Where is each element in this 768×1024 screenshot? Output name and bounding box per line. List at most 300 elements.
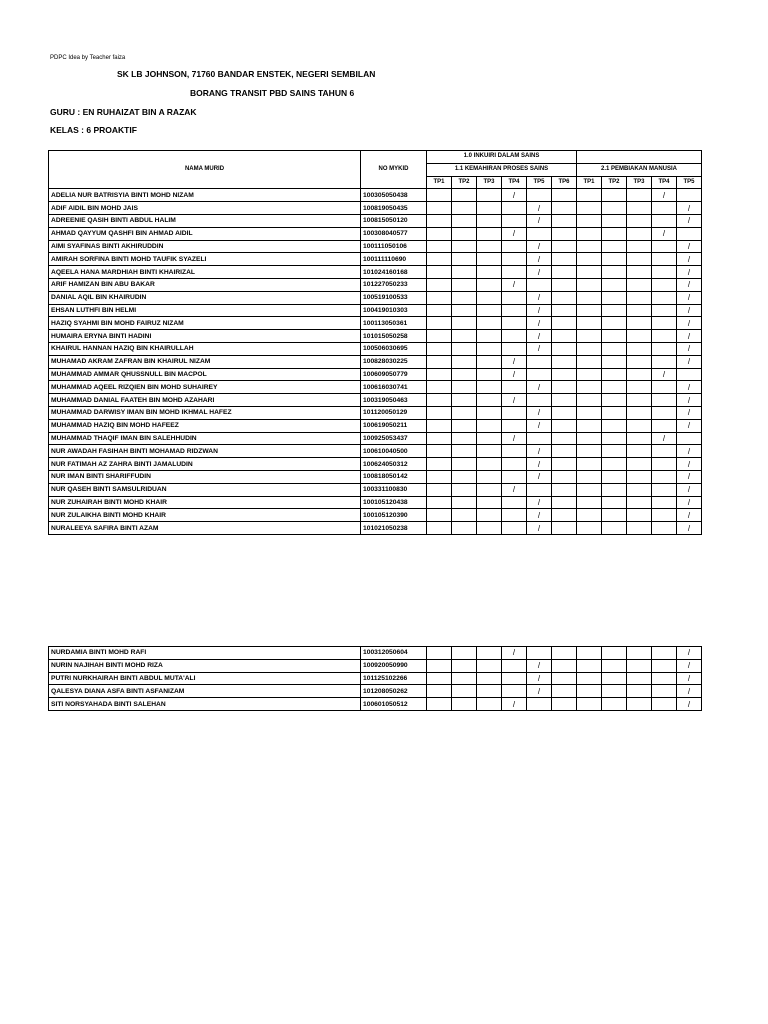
student-mykid: 100624050312 — [361, 458, 427, 471]
tp-cell-pembiakan — [577, 672, 602, 685]
tp-cell-kemahiran — [427, 342, 452, 355]
tp-cell-pembiakan: / — [677, 647, 702, 660]
table-row — [49, 330, 702, 343]
tp-cell-kemahiran — [427, 317, 452, 330]
tp-cell-pembiakan — [627, 227, 652, 240]
tp-cell-kemahiran — [477, 381, 502, 394]
table-row — [49, 483, 702, 496]
tp-cell-pembiakan — [627, 483, 652, 496]
tp-cell-pembiakan: / — [677, 240, 702, 253]
tp-cell-pembiakan — [627, 685, 652, 698]
tp-cell-kemahiran — [502, 304, 527, 317]
tp-cell-kemahiran — [552, 317, 577, 330]
tp-cell-pembiakan: / — [677, 253, 702, 266]
tp-cell-kemahiran — [452, 483, 477, 496]
tp-cell-kemahiran — [502, 458, 527, 471]
student-name: PUTRI NURKHAIRAH BINTI ABDUL MUTA'ALI — [49, 672, 361, 685]
tp-cell-pembiakan — [577, 685, 602, 698]
tp-cell-kemahiran — [477, 432, 502, 445]
tp-cell-pembiakan — [577, 330, 602, 343]
student-name: NUR ZUHAIRAH BINTI MOHD KHAIR — [49, 496, 361, 509]
student-mykid: 100519100533 — [361, 291, 427, 304]
student-name: MUHAMMAD AQEEL RIZQIEN BIN MOHD SUHAIREY — [49, 381, 361, 394]
student-name: AQEELA HANA MARDHIAH BINTI KHAIRIZAL — [49, 266, 361, 279]
tp-cell-kemahiran — [552, 304, 577, 317]
tp-cell-pembiakan: / — [677, 202, 702, 215]
student-name: NURIN NAJIHAH BINTI MOHD RIZA — [49, 659, 361, 672]
tp-cell-pembiakan — [652, 317, 677, 330]
student-mykid: 100616030741 — [361, 381, 427, 394]
header-tp-kemahiran: TP6 — [552, 176, 577, 189]
tp-cell-kemahiran — [427, 368, 452, 381]
header-tp-pembiakan: TP4 — [652, 176, 677, 189]
student-name: MUHAMMAD DANIAL FAATEH BIN MOHD AZAHARI — [49, 394, 361, 407]
tp-cell-kemahiran — [552, 394, 577, 407]
student-mykid: 100312050604 — [361, 647, 427, 660]
tp-cell-kemahiran: / — [527, 496, 552, 509]
tp-cell-kemahiran — [477, 483, 502, 496]
tp-cell-kemahiran — [502, 509, 527, 522]
tp-cell-pembiakan — [602, 672, 627, 685]
header-group-inkuiri: 1.0 INKUIRI DALAM SAINS — [427, 151, 577, 164]
tp-cell-pembiakan — [602, 647, 627, 660]
tp-cell-kemahiran: / — [502, 483, 527, 496]
tp-cell-kemahiran — [552, 330, 577, 343]
tp-cell-kemahiran — [502, 253, 527, 266]
tp-cell-pembiakan — [627, 330, 652, 343]
tp-cell-pembiakan: / — [677, 394, 702, 407]
tp-cell-kemahiran — [527, 355, 552, 368]
tp-cell-kemahiran — [552, 509, 577, 522]
student-mykid: 100609050779 — [361, 368, 427, 381]
tp-cell-pembiakan — [652, 304, 677, 317]
table-row — [49, 342, 702, 355]
student-mykid: 100601050512 — [361, 698, 427, 711]
tp-cell-pembiakan: / — [677, 496, 702, 509]
tp-cell-kemahiran — [502, 496, 527, 509]
tp-cell-pembiakan — [602, 698, 627, 711]
tp-cell-kemahiran — [452, 317, 477, 330]
tp-cell-kemahiran — [477, 458, 502, 471]
table-row — [49, 355, 702, 368]
tp-cell-pembiakan — [577, 342, 602, 355]
tp-cell-pembiakan: / — [677, 470, 702, 483]
tp-cell-kemahiran — [427, 189, 452, 202]
tp-cell-pembiakan — [602, 458, 627, 471]
tp-cell-kemahiran — [502, 419, 527, 432]
tp-cell-kemahiran — [502, 659, 527, 672]
table-row — [49, 496, 702, 509]
tp-cell-kemahiran: / — [527, 253, 552, 266]
tp-cell-kemahiran: / — [527, 509, 552, 522]
tp-cell-kemahiran: / — [527, 381, 552, 394]
tp-cell-pembiakan — [627, 496, 652, 509]
tp-cell-pembiakan — [602, 432, 627, 445]
student-mykid: 100111050106 — [361, 240, 427, 253]
tp-cell-pembiakan — [652, 394, 677, 407]
tp-cell-kemahiran — [502, 381, 527, 394]
tp-cell-pembiakan — [652, 342, 677, 355]
student-name: MUHAMMAD DARWISY IMAN BIN MOHD IKHMAL HAFEZ — [49, 406, 361, 419]
student-name: NUR FATIMAH AZ ZAHRA BINTI JAMALUDIN — [49, 458, 361, 471]
tp-cell-kemahiran — [452, 266, 477, 279]
tp-cell-pembiakan — [577, 304, 602, 317]
tp-cell-pembiakan — [602, 240, 627, 253]
tp-cell-kemahiran — [477, 685, 502, 698]
student-mykid: 100506030695 — [361, 342, 427, 355]
tp-cell-kemahiran — [527, 189, 552, 202]
tp-cell-kemahiran — [502, 342, 527, 355]
tp-cell-kemahiran: / — [527, 659, 552, 672]
tp-cell-kemahiran — [477, 291, 502, 304]
tp-cell-pembiakan — [627, 240, 652, 253]
tp-cell-kemahiran — [552, 647, 577, 660]
tp-cell-kemahiran — [427, 496, 452, 509]
tp-cell-kemahiran — [427, 291, 452, 304]
tp-cell-pembiakan — [627, 368, 652, 381]
tp-cell-pembiakan — [602, 278, 627, 291]
tp-cell-pembiakan — [602, 394, 627, 407]
header-group-empty — [577, 151, 702, 164]
tp-cell-kemahiran — [427, 406, 452, 419]
tp-cell-kemahiran — [427, 509, 452, 522]
tp-cell-kemahiran — [452, 227, 477, 240]
tp-cell-kemahiran — [452, 685, 477, 698]
tp-cell-kemahiran — [477, 445, 502, 458]
tp-cell-pembiakan — [602, 304, 627, 317]
table-row — [49, 189, 702, 202]
table-row — [49, 419, 702, 432]
student-name: NUR ZULAIKHA BINTI MOHD KHAIR — [49, 509, 361, 522]
tp-cell-pembiakan — [577, 240, 602, 253]
tp-cell-kemahiran: / — [502, 368, 527, 381]
student-name: NUR AWADAH FASIHAH BINTI MOHAMAD RIDZWAN — [49, 445, 361, 458]
tp-cell-pembiakan: / — [677, 381, 702, 394]
tp-cell-pembiakan — [627, 317, 652, 330]
tp-cell-pembiakan — [627, 355, 652, 368]
table-row — [49, 317, 702, 330]
tp-cell-kemahiran — [477, 317, 502, 330]
tp-cell-kemahiran — [452, 672, 477, 685]
tp-cell-pembiakan — [577, 496, 602, 509]
tp-cell-pembiakan — [652, 278, 677, 291]
table-row — [49, 266, 702, 279]
tp-cell-pembiakan — [652, 355, 677, 368]
tp-cell-pembiakan — [602, 253, 627, 266]
header-tp-kemahiran: TP4 — [502, 176, 527, 189]
student-name: MUHAMMAD AMMAR QHUSSNULL BIN MACPOL — [49, 368, 361, 381]
tp-cell-pembiakan — [602, 227, 627, 240]
tp-cell-pembiakan — [577, 368, 602, 381]
table-row — [49, 698, 702, 711]
student-name: MUHAMAD AKRAM ZAFRAN BIN KHAIRUL NIZAM — [49, 355, 361, 368]
tp-cell-kemahiran — [452, 470, 477, 483]
tp-cell-kemahiran — [527, 483, 552, 496]
tp-cell-kemahiran: / — [527, 317, 552, 330]
tp-cell-kemahiran: / — [502, 432, 527, 445]
tp-cell-kemahiran — [477, 304, 502, 317]
tp-cell-pembiakan — [602, 368, 627, 381]
table-row — [49, 240, 702, 253]
tp-cell-pembiakan: / — [677, 419, 702, 432]
tp-cell-pembiakan — [577, 509, 602, 522]
tp-cell-kemahiran — [452, 240, 477, 253]
tp-cell-pembiakan — [602, 496, 627, 509]
tp-cell-pembiakan: / — [677, 278, 702, 291]
tp-cell-kemahiran: / — [527, 672, 552, 685]
student-mykid: 100828030225 — [361, 355, 427, 368]
tp-cell-pembiakan — [577, 445, 602, 458]
tp-cell-kemahiran — [452, 355, 477, 368]
tp-cell-pembiakan: / — [677, 672, 702, 685]
tp-cell-pembiakan — [602, 419, 627, 432]
tp-cell-pembiakan — [652, 672, 677, 685]
tp-cell-pembiakan — [577, 483, 602, 496]
tp-cell-kemahiran — [477, 227, 502, 240]
student-mykid: 100419010303 — [361, 304, 427, 317]
tp-cell-pembiakan: / — [677, 522, 702, 535]
tp-cell-pembiakan: / — [652, 432, 677, 445]
tp-cell-pembiakan — [602, 355, 627, 368]
student-mykid: 100331100830 — [361, 483, 427, 496]
tp-cell-pembiakan — [652, 647, 677, 660]
tp-cell-kemahiran — [427, 522, 452, 535]
tp-cell-kemahiran — [427, 458, 452, 471]
tp-cell-pembiakan — [627, 698, 652, 711]
tp-cell-kemahiran — [477, 406, 502, 419]
tp-cell-kemahiran — [427, 266, 452, 279]
tp-cell-kemahiran — [527, 368, 552, 381]
tp-cell-kemahiran: / — [502, 698, 527, 711]
header-name: NAMA MURID — [49, 151, 361, 189]
tp-cell-pembiakan — [602, 509, 627, 522]
tp-cell-pembiakan — [652, 445, 677, 458]
table-row — [49, 406, 702, 419]
tp-cell-kemahiran — [477, 240, 502, 253]
table-row — [49, 509, 702, 522]
tp-cell-pembiakan — [577, 202, 602, 215]
student-name: NURDAMIA BINTI MOHD RAFI — [49, 647, 361, 660]
tp-cell-pembiakan — [677, 189, 702, 202]
header-mykid: NO MYKID — [361, 151, 427, 189]
tp-cell-pembiakan — [577, 659, 602, 672]
student-name: EHSAN LUTHFI BIN HELMI — [49, 304, 361, 317]
tp-cell-kemahiran — [477, 355, 502, 368]
tp-cell-kemahiran: / — [527, 214, 552, 227]
tp-cell-pembiakan: / — [677, 509, 702, 522]
tp-cell-kemahiran: / — [527, 419, 552, 432]
tp-cell-kemahiran — [452, 496, 477, 509]
tp-cell-pembiakan — [627, 445, 652, 458]
tp-cell-kemahiran — [427, 381, 452, 394]
tp-cell-kemahiran — [552, 432, 577, 445]
header-sub-kemahiran: 1.1 KEMAHIRAN PROSES SAINS — [427, 163, 577, 176]
tp-cell-pembiakan — [577, 355, 602, 368]
tp-cell-pembiakan — [627, 342, 652, 355]
tp-cell-kemahiran — [427, 470, 452, 483]
tp-cell-pembiakan — [652, 458, 677, 471]
class-line: KELAS : 6 PROAKTIF — [50, 125, 137, 135]
tp-cell-kemahiran — [502, 291, 527, 304]
tp-cell-pembiakan — [577, 189, 602, 202]
tp-cell-kemahiran — [427, 214, 452, 227]
tp-cell-kemahiran — [452, 419, 477, 432]
student-name: AIMI SYAFINAS BINTI AKHIRUDDIN — [49, 240, 361, 253]
tp-cell-kemahiran — [427, 253, 452, 266]
student-name: MUHAMMAD HAZIQ BIN MOHD HAFEEZ — [49, 419, 361, 432]
tp-cell-pembiakan: / — [677, 458, 702, 471]
tp-cell-kemahiran — [552, 214, 577, 227]
tp-cell-pembiakan — [602, 214, 627, 227]
tp-cell-kemahiran — [452, 394, 477, 407]
tp-cell-pembiakan — [602, 445, 627, 458]
header-tp-pembiakan: TP3 — [627, 176, 652, 189]
table-row — [49, 202, 702, 215]
tp-cell-kemahiran: / — [527, 240, 552, 253]
table-row — [49, 278, 702, 291]
tp-cell-kemahiran — [552, 381, 577, 394]
tp-cell-kemahiran — [552, 266, 577, 279]
form-title: BORANG TRANSIT PBD SAINS TAHUN 6 — [190, 88, 355, 98]
tp-cell-kemahiran — [502, 445, 527, 458]
student-name: NURALEEYA SAFIRA BINTI AZAM — [49, 522, 361, 535]
tp-cell-pembiakan — [652, 685, 677, 698]
tp-cell-pembiakan — [652, 214, 677, 227]
table-row — [49, 368, 702, 381]
header-sub-pembiakan: 2.1 PEMBIAKAN MANUSIA — [577, 163, 702, 176]
tp-cell-pembiakan — [652, 381, 677, 394]
table-row — [49, 458, 702, 471]
tp-cell-pembiakan — [602, 330, 627, 343]
tp-cell-kemahiran — [502, 330, 527, 343]
student-name: MUHAMMAD THAQIF IMAN BIN SALEHHUDIN — [49, 432, 361, 445]
table-row — [49, 647, 702, 660]
tp-cell-kemahiran — [427, 483, 452, 496]
tp-cell-kemahiran — [552, 419, 577, 432]
tp-cell-pembiakan — [627, 509, 652, 522]
student-mykid: 100619050211 — [361, 419, 427, 432]
tp-cell-kemahiran — [552, 189, 577, 202]
tp-cell-kemahiran — [452, 381, 477, 394]
tp-cell-kemahiran — [452, 278, 477, 291]
tp-cell-kemahiran — [552, 291, 577, 304]
tp-cell-pembiakan — [577, 419, 602, 432]
tp-cell-pembiakan: / — [677, 330, 702, 343]
tp-cell-pembiakan — [602, 202, 627, 215]
table-row — [49, 432, 702, 445]
tp-cell-pembiakan: / — [677, 266, 702, 279]
tp-cell-pembiakan — [652, 483, 677, 496]
tp-cell-kemahiran — [427, 698, 452, 711]
tp-cell-kemahiran: / — [527, 522, 552, 535]
tp-cell-kemahiran — [502, 240, 527, 253]
table-row — [49, 381, 702, 394]
tp-cell-pembiakan — [577, 406, 602, 419]
tp-cell-pembiakan — [577, 381, 602, 394]
tp-cell-pembiakan — [652, 240, 677, 253]
tp-cell-kemahiran — [427, 355, 452, 368]
tp-cell-kemahiran — [452, 330, 477, 343]
tp-cell-kemahiran: / — [527, 406, 552, 419]
tp-cell-kemahiran — [477, 278, 502, 291]
student-name: HAZIQ SYAHMI BIN MOHD FAIRUZ NIZAM — [49, 317, 361, 330]
tp-cell-pembiakan — [602, 406, 627, 419]
tp-cell-pembiakan — [627, 189, 652, 202]
tp-cell-pembiakan — [627, 304, 652, 317]
tp-cell-pembiakan — [627, 419, 652, 432]
tp-cell-pembiakan — [627, 406, 652, 419]
tp-cell-kemahiran — [452, 189, 477, 202]
student-mykid: 101021050238 — [361, 522, 427, 535]
table-row — [49, 291, 702, 304]
student-mykid: 100113050361 — [361, 317, 427, 330]
tp-cell-kemahiran — [452, 253, 477, 266]
tp-cell-kemahiran — [552, 253, 577, 266]
tp-cell-pembiakan — [627, 458, 652, 471]
tp-cell-pembiakan — [627, 291, 652, 304]
tp-cell-pembiakan — [602, 659, 627, 672]
tp-cell-kemahiran: / — [527, 458, 552, 471]
tp-cell-kemahiran — [452, 432, 477, 445]
tp-cell-pembiakan — [627, 266, 652, 279]
tp-cell-pembiakan: / — [677, 317, 702, 330]
student-mykid: 100819050435 — [361, 202, 427, 215]
header-tp-pembiakan: TP1 — [577, 176, 602, 189]
tp-cell-pembiakan — [577, 278, 602, 291]
tp-cell-pembiakan: / — [677, 355, 702, 368]
tp-cell-kemahiran — [552, 483, 577, 496]
tp-cell-pembiakan — [602, 317, 627, 330]
assessment-table — [48, 150, 702, 535]
tp-cell-pembiakan — [602, 291, 627, 304]
tp-cell-kemahiran: / — [502, 227, 527, 240]
tp-cell-kemahiran — [452, 214, 477, 227]
student-name: AMIRAH SORFINA BINTI MOHD TAUFIK SYAZELI — [49, 253, 361, 266]
student-mykid: 100111110690 — [361, 253, 427, 266]
tp-cell-kemahiran — [452, 291, 477, 304]
tp-cell-pembiakan — [677, 432, 702, 445]
tp-cell-pembiakan — [577, 214, 602, 227]
tp-cell-kemahiran — [552, 659, 577, 672]
tp-cell-kemahiran: / — [527, 445, 552, 458]
tp-cell-kemahiran — [552, 227, 577, 240]
tp-cell-pembiakan — [602, 470, 627, 483]
student-mykid: 100308040577 — [361, 227, 427, 240]
table-row — [49, 522, 702, 535]
tp-cell-pembiakan — [652, 509, 677, 522]
tp-cell-kemahiran — [427, 227, 452, 240]
header-tp-pembiakan: TP2 — [602, 176, 627, 189]
student-mykid: 100305050438 — [361, 189, 427, 202]
tp-cell-kemahiran — [477, 253, 502, 266]
tp-cell-kemahiran — [427, 278, 452, 291]
tp-cell-pembiakan — [627, 278, 652, 291]
table-row — [49, 672, 702, 685]
tp-cell-kemahiran — [477, 189, 502, 202]
tp-cell-kemahiran — [552, 672, 577, 685]
tp-cell-kemahiran — [477, 509, 502, 522]
tp-cell-pembiakan — [577, 698, 602, 711]
tp-cell-pembiakan — [627, 381, 652, 394]
tp-cell-pembiakan — [652, 330, 677, 343]
tp-cell-kemahiran — [502, 522, 527, 535]
tp-cell-kemahiran — [552, 698, 577, 711]
tp-cell-pembiakan — [627, 253, 652, 266]
tp-cell-kemahiran: / — [527, 291, 552, 304]
tp-cell-pembiakan — [627, 647, 652, 660]
tp-cell-pembiakan — [652, 202, 677, 215]
tp-cell-pembiakan — [602, 685, 627, 698]
